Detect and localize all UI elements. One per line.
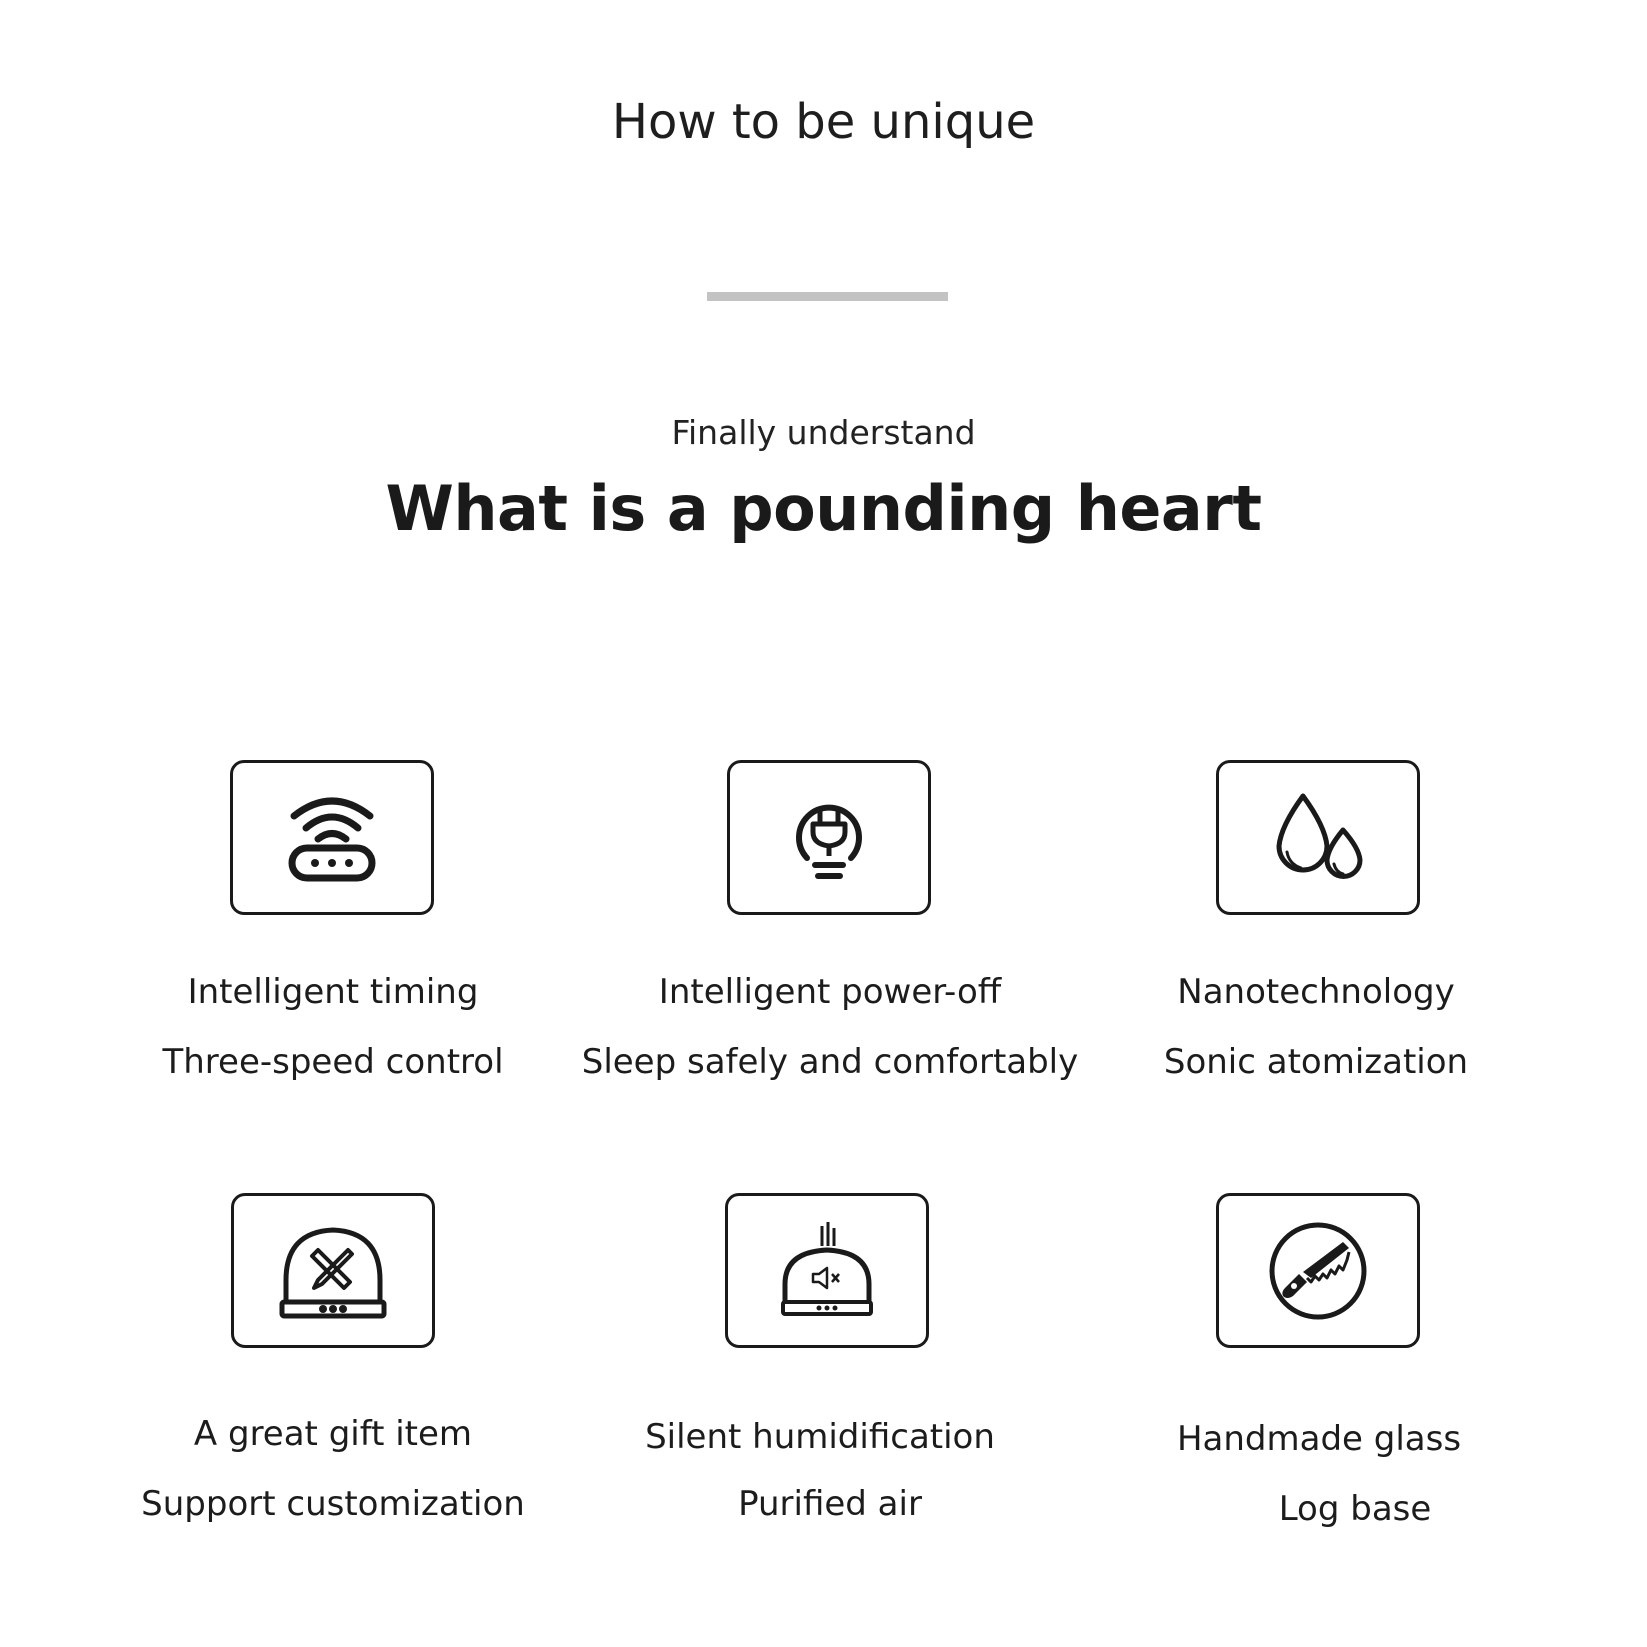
- feature-icon-box: [1216, 1193, 1420, 1348]
- feature-icon-box: [231, 1193, 435, 1348]
- wireless-router-icon: [282, 788, 382, 888]
- feature-icon-box: [727, 760, 931, 915]
- intro-headline: What is a pounding heart: [385, 472, 1262, 545]
- handsaw-icon: [1263, 1216, 1373, 1326]
- feature-subtitle: Log base: [1278, 1489, 1432, 1529]
- feature-icon-box: [230, 760, 434, 915]
- feature-subtitle: Sonic atomization: [1163, 1042, 1469, 1082]
- feature-title: Silent humidification: [645, 1417, 995, 1457]
- diffuser-mute-icon: [772, 1216, 882, 1326]
- feature-title: Handmade glass: [1176, 1419, 1462, 1459]
- feature-subtitle: Three-speed control: [162, 1042, 504, 1082]
- feature-icon-box: [725, 1193, 929, 1348]
- feature-subtitle: Purified air: [738, 1484, 922, 1524]
- feature-title: A great gift item: [193, 1414, 473, 1454]
- plug-bulb-icon: [779, 788, 879, 888]
- diffuser-gift-icon: [268, 1216, 398, 1326]
- feature-title: Nanotechnology: [1177, 972, 1455, 1012]
- section-divider: [707, 292, 948, 301]
- feature-subtitle: Support customization: [141, 1484, 525, 1524]
- feature-icon-box: [1216, 760, 1420, 915]
- feature-title: Intelligent power-off: [658, 972, 1002, 1012]
- page-title: How to be unique: [611, 94, 1036, 150]
- feature-title: Intelligent timing: [187, 972, 479, 1012]
- intro-kicker: Finally understand: [671, 413, 976, 452]
- feature-subtitle: Sleep safely and comfortably: [581, 1042, 1079, 1082]
- water-drops-icon: [1263, 788, 1373, 888]
